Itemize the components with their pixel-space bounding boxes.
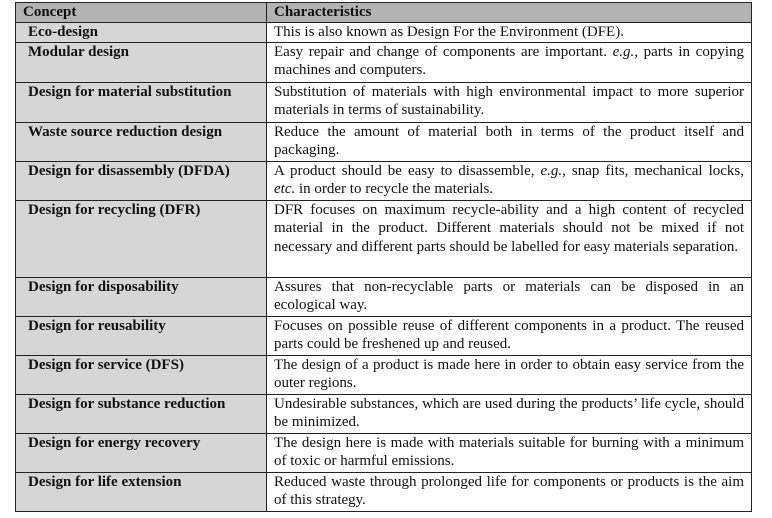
characteristics-cell: The design of a product is made here in order to obtain easy service from the outer regions. [267, 355, 752, 394]
table-row [16, 394, 752, 433]
characteristics-cell: This is also known as Design For the Environment (DFE). [267, 22, 752, 42]
concept-cell: Design for recycling (DFR) [16, 200, 267, 277]
text-run-italic: e.g. [540, 162, 563, 179]
table-row [16, 472, 752, 511]
concept-cell: Design for disassembly (DFDA) [16, 161, 267, 200]
text-run: Easy repair and change of components are important. [274, 43, 613, 60]
design-concepts-table [15, 2, 752, 512]
characteristics-cell [267, 42, 752, 82]
table-row [16, 122, 752, 161]
table-row [16, 161, 752, 200]
concept-cell: Eco-design [16, 22, 267, 42]
concept-cell: Design for reusability [16, 316, 267, 355]
table-row [16, 42, 752, 82]
characteristics-cell: The design here is made with materials suitable for burning with a minimum of toxic or harmful emissions. [267, 433, 752, 472]
concept-cell: Modular design [16, 42, 267, 82]
text-run: in order to recycle the materials. [295, 181, 494, 197]
text-run: A product should be easy to disassemble, [274, 162, 541, 179]
table-row [16, 316, 752, 355]
text-run: parts in copying machines and computers. [274, 43, 744, 78]
table-row [16, 82, 752, 122]
concept-cell: Design for material substitution [16, 82, 267, 122]
header-characteristics: Characteristics [267, 3, 752, 23]
header-row [16, 3, 752, 23]
table-body [16, 22, 752, 511]
table-row [16, 22, 752, 42]
table-header [16, 3, 752, 23]
concept-cell: Design for service (DFS) [16, 355, 267, 394]
concept-cell: Design for life extension [16, 472, 267, 511]
header-concept: Concept [16, 3, 267, 23]
concept-cell: Design for disposability [16, 277, 267, 316]
text-run-italic: etc. [274, 181, 296, 197]
table-row [16, 355, 752, 394]
characteristics-cell: Reduced waste through prolonged life for components or products is the aim of this strategy. [267, 472, 752, 511]
characteristics-cell: Undesirable substances, which are used during the products’ life cycle, should be minimized. [267, 394, 752, 433]
table-row [16, 200, 752, 277]
characteristics-cell [267, 161, 752, 200]
concept-cell: Design for substance reduction [16, 394, 267, 433]
table-row [16, 433, 752, 472]
concept-cell: Design for energy recovery [16, 433, 267, 472]
characteristics-cell: Focuses on possible reuse of different components in a product. The reused parts could be freshened up and reused. [267, 316, 752, 355]
text-run-italic: e.g., [612, 43, 638, 60]
characteristics-cell: Assures that non-recyclable parts or materials can be disposed in an ecological way. [267, 277, 752, 316]
concept-cell: Waste source reduction design [16, 122, 267, 161]
characteristics-cell: DFR focuses on maximum recycle-ability and a high content of recycled material in the product. Different materials should not be mixed if not necessary and different parts should be labelled for easy materials separation. [267, 200, 752, 277]
text-run: , snap fits, mechanical locks, [562, 162, 745, 179]
characteristics-cell: Substitution of materials with high environmental impact to more superior materials in terms of sustainability. [267, 82, 752, 122]
characteristics-cell: Reduce the amount of material both in terms of the product itself and packaging. [267, 122, 752, 161]
table-row [16, 277, 752, 316]
